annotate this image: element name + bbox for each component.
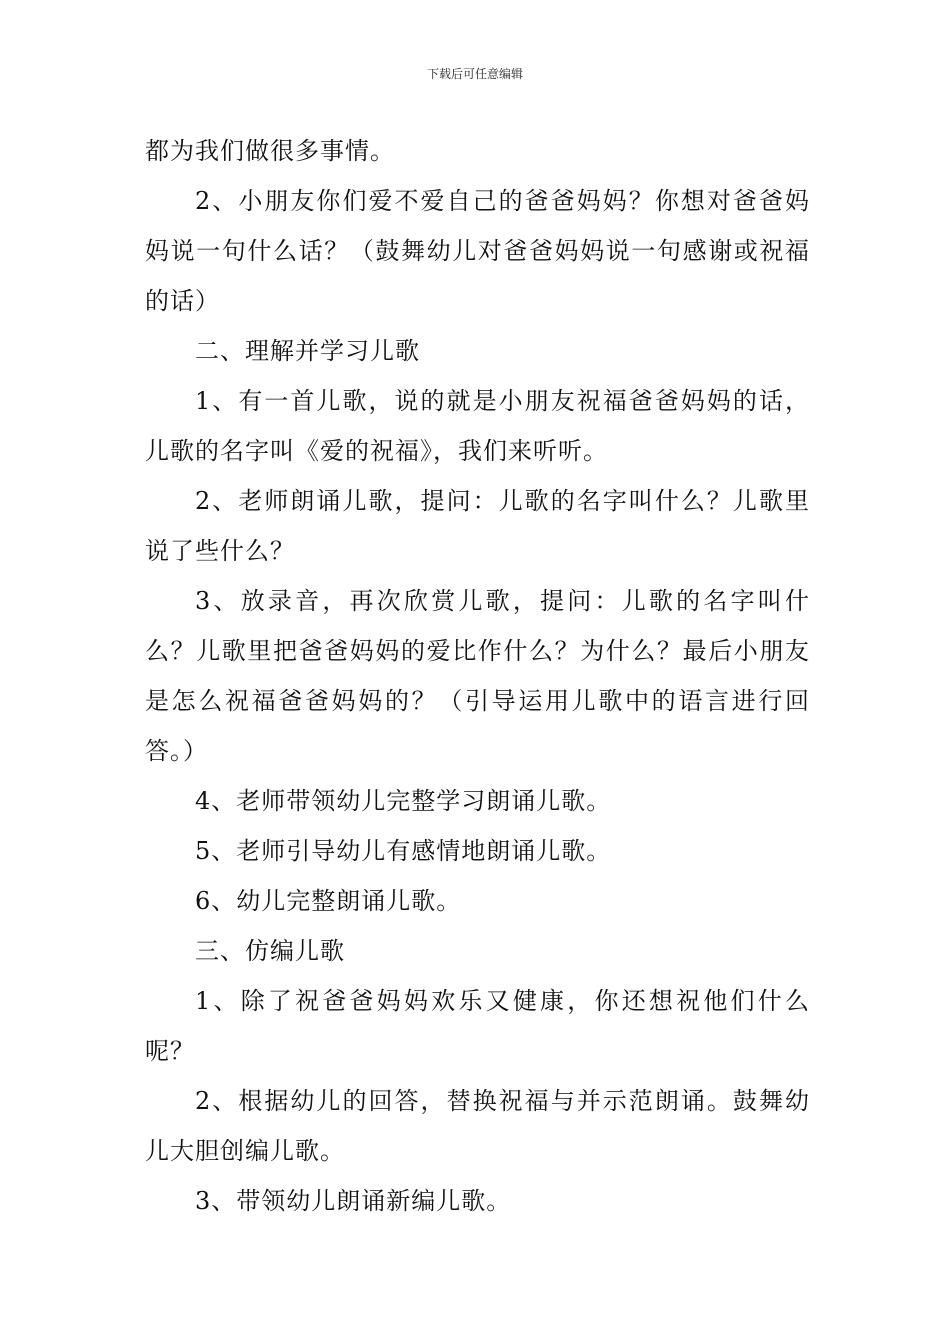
- paragraph-other-wishes: 1、除了祝爸爸妈妈欢乐又健康，你还想祝他们什么呢？: [145, 987, 810, 1065]
- paragraph-play-recording: 3、放录音，再次欣赏儿歌，提问：儿歌的名字叫什么？儿歌里把爸爸妈妈的爱比作什么？为什么？最后小朋友是怎么祝福爸爸妈妈的？（引导运用儿歌中的语言进行回答。）: [145, 587, 810, 765]
- paragraph-song-intro: 1、有一首儿歌，说的就是小朋友祝福爸爸妈妈的话，儿歌的名字叫《爱的祝福》，我们来听听。: [145, 387, 810, 465]
- paragraph-teacher-recites: 2、老师朗诵儿歌，提问：儿歌的名字叫什么？儿歌里说了些什么？: [145, 487, 810, 565]
- section-heading-learn-song: 二、理解并学习儿歌: [195, 337, 420, 365]
- paragraph-lead-recitation: 4、老师带领幼儿完整学习朗诵儿歌。: [195, 787, 612, 815]
- paragraph-children-recite: 6、幼儿完整朗诵儿歌。: [195, 887, 462, 915]
- paragraph-question-love-parents: 2、小朋友你们爱不爱自己的爸爸妈妈？你想对爸爸妈妈说一句什么话？（鼓舞幼儿对爸爸妈妈说一句感谢或祝福的话）: [145, 187, 810, 315]
- paragraph-continuation: 都为我们做很多事情。: [145, 137, 395, 165]
- document-body: [145, 126, 810, 1226]
- section-heading-adapt-song: 三、仿编儿歌: [195, 937, 345, 965]
- paragraph-recite-new-song: 3、带领幼儿朗诵新编儿歌。: [195, 1187, 512, 1215]
- paragraph-replace-wishes: 2、根据幼儿的回答，替换祝福与并示范朗诵。鼓舞幼儿大胆创编儿歌。: [145, 1087, 810, 1165]
- page-header: 下载后可任意编辑: [426, 67, 523, 81]
- paragraph-guide-emotion: 5、老师引导幼儿有感情地朗诵儿歌。: [195, 837, 612, 865]
